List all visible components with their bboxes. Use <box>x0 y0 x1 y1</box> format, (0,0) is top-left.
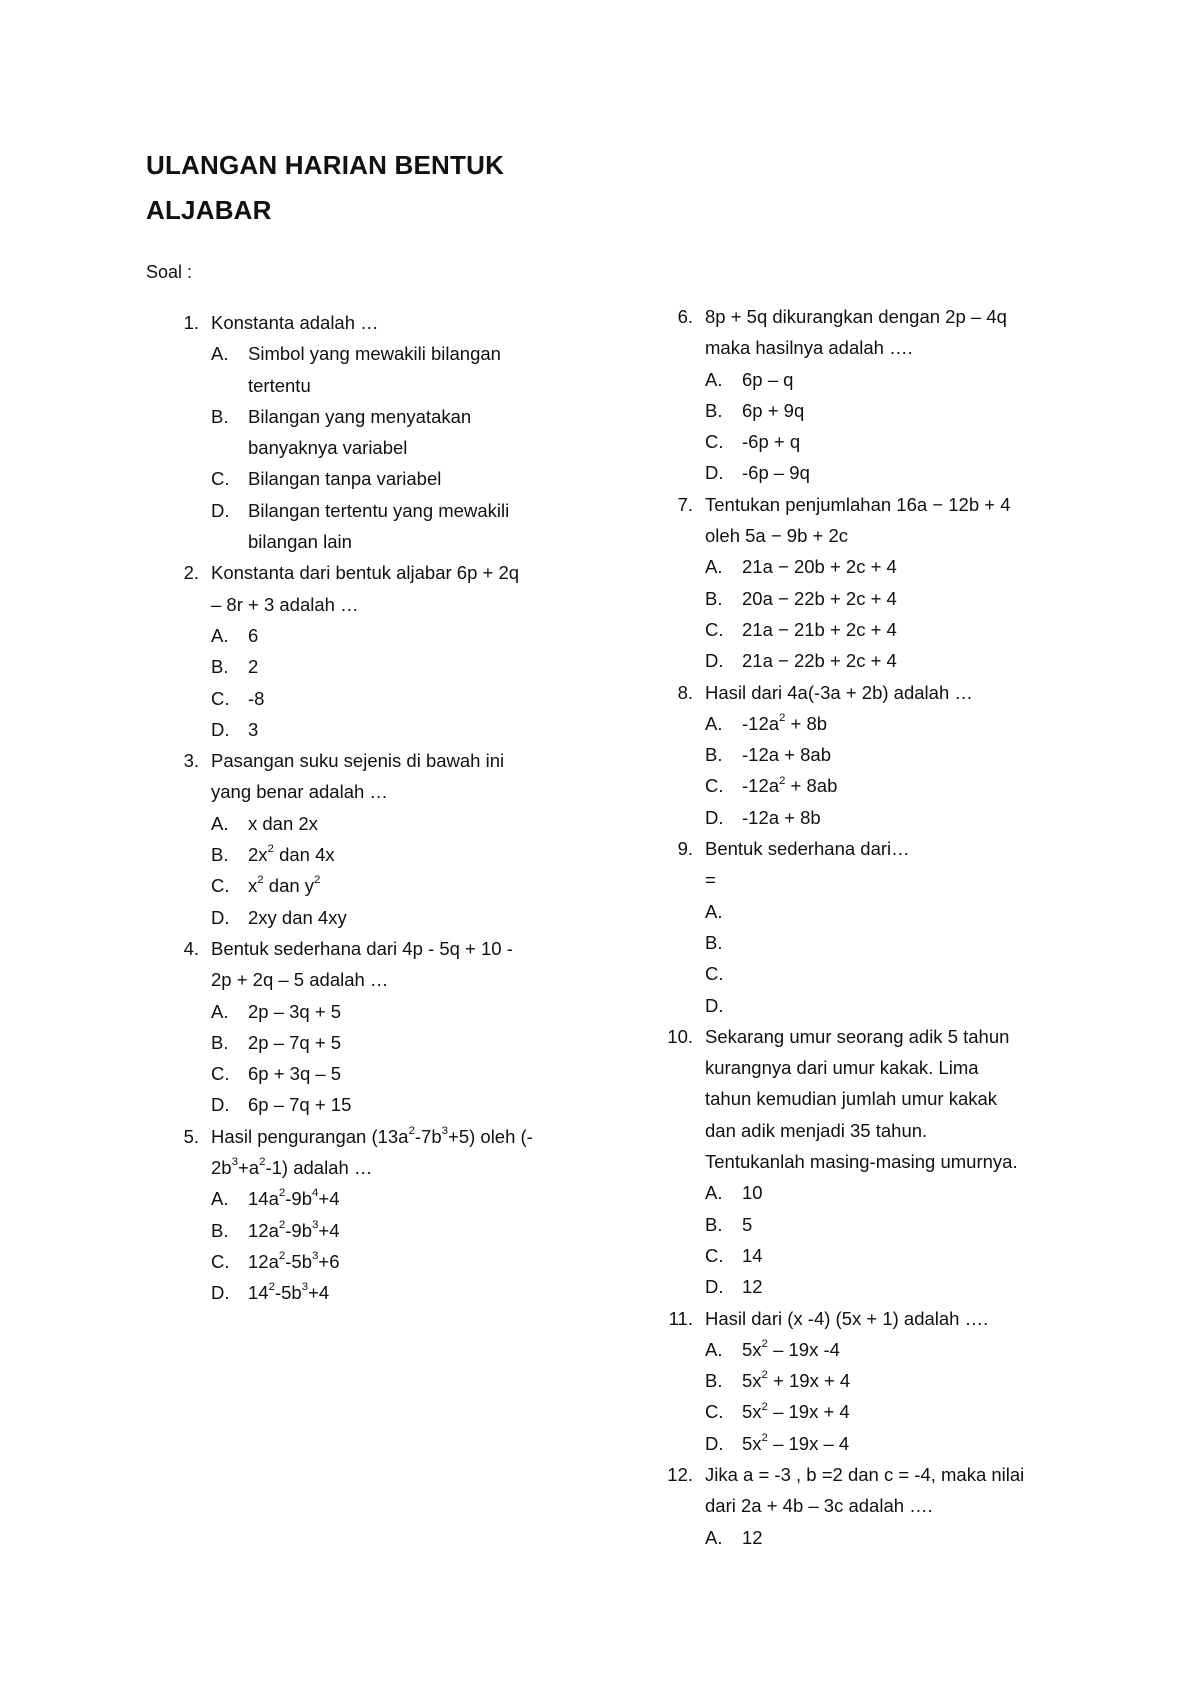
answer-option <box>705 614 1080 645</box>
option-letter: A. <box>705 1338 723 1360</box>
option-text: $12a^2-9b^3+4$ <box>248 1218 340 1241</box>
question-item <box>640 1459 1080 1553</box>
answer-options <box>705 1334 1080 1459</box>
option-letter: D. <box>211 1282 230 1304</box>
question-text: Hasil pengurangan $(13a^2-7b^3+5)$ oleh (- $2b^3+a^2-1$) adalah … <box>211 1124 533 1179</box>
answer-option <box>211 839 586 870</box>
option-text: 12 <box>742 1526 763 1548</box>
answer-option <box>705 426 1080 457</box>
question-item <box>640 1021 1080 1303</box>
answer-option <box>211 1089 586 1120</box>
answer-option <box>705 739 1080 770</box>
option-text: 2p – 3q + 5 <box>248 1000 342 1022</box>
option-text: Bilangan tanpa variabel <box>248 468 442 490</box>
answer-option <box>705 457 1080 488</box>
question-text: Pasangan suku sejenis di bawah ini yang benar adalah … <box>211 750 505 803</box>
answer-options <box>211 996 586 1121</box>
answer-option <box>705 1428 1080 1459</box>
answer-option <box>705 958 1080 989</box>
option-letter: B. <box>211 656 229 678</box>
option-letter: C. <box>705 1401 724 1423</box>
option-letter: D. <box>211 499 230 521</box>
answer-option <box>705 927 1080 958</box>
question-item <box>146 557 586 745</box>
option-text: -6p + q <box>742 431 801 453</box>
question-item <box>640 1303 1080 1459</box>
option-text <box>742 927 1080 958</box>
answer-option <box>211 495 586 558</box>
question-number: 12. <box>667 1463 693 1485</box>
option-text: $14^2-5b^3+4$ <box>248 1281 330 1304</box>
option-text: $12a^2-5b^3+6$ <box>248 1250 340 1272</box>
option-text: -12a + 8ab <box>742 744 831 766</box>
question-text: Konstanta dari bentuk aljabar 6p + 2q – 8r + 3 adalah … <box>211 562 520 615</box>
option-text: -8 <box>248 687 265 709</box>
question-text: Hasil dari (x -4) (5x + 1) adalah …. <box>705 1307 989 1329</box>
answer-option <box>705 364 1080 395</box>
option-letter: B. <box>705 931 723 953</box>
option-letter: A. <box>211 1000 229 1022</box>
option-text: -6p – 9q <box>742 462 810 484</box>
option-letter: A. <box>705 1526 723 1548</box>
option-letter: D. <box>705 1432 724 1454</box>
answer-option <box>211 1277 586 1308</box>
option-letter: D. <box>705 1276 724 1298</box>
answer-options <box>211 620 586 745</box>
soal-label: Soal : <box>146 262 193 282</box>
answer-option <box>705 551 1080 582</box>
option-letter: A. <box>705 712 723 734</box>
option-letter: A. <box>211 812 229 834</box>
question-item <box>146 307 586 557</box>
answer-option <box>705 1271 1080 1302</box>
option-text: 20a − 22b + 2c + 4 <box>742 587 897 609</box>
option-letter: D. <box>705 806 724 828</box>
option-letter: C. <box>211 1250 230 1272</box>
option-text: $x^2$ dan $y^2$ <box>248 874 321 897</box>
question-number: 8. <box>677 681 693 703</box>
question-number: 5. <box>183 1125 199 1147</box>
answer-option <box>211 683 586 714</box>
answer-option <box>705 1522 1080 1553</box>
question-text: Tentukan penjumlahan 16a − 12b + 4 oleh 5a − 9b + 2c <box>705 493 1011 547</box>
option-letter: A. <box>705 556 723 578</box>
question-number: 4. <box>183 937 199 959</box>
answer-options <box>705 551 1080 676</box>
option-text <box>742 990 1080 1021</box>
question-item <box>146 1121 586 1309</box>
option-letter: C. <box>705 618 724 640</box>
option-letter: A. <box>705 900 723 922</box>
option-letter: C. <box>705 775 724 797</box>
answer-option <box>211 902 586 933</box>
option-text: $5x^2 - 19x - 4$ <box>742 1431 850 1454</box>
option-letter: B. <box>211 1219 229 1241</box>
answer-option <box>211 1027 586 1058</box>
option-letter: A. <box>211 343 229 365</box>
question-text: Bentuk sederhana dari 4p - 5q + 10 - 2p + 2q – 5 adalah … <box>211 937 513 991</box>
answer-options <box>211 338 586 557</box>
answer-option <box>211 996 586 1027</box>
question-text: 8p + 5q dikurangkan dengan 2p – 4q maka hasilnya adalah …. <box>705 306 1007 359</box>
answer-option <box>705 802 1080 833</box>
title-line-2: ALJABAR <box>146 195 272 225</box>
option-letter: A. <box>705 368 723 390</box>
option-text: 3 <box>248 718 259 740</box>
option-text: 21a − 21b + 2c + 4 <box>742 618 897 640</box>
answer-options <box>211 1183 586 1308</box>
option-text: 6p + 9q <box>742 399 805 421</box>
option-letter: D. <box>211 718 230 740</box>
answer-option <box>705 395 1080 426</box>
option-text: 10 <box>742 1182 763 1204</box>
answer-option <box>211 714 586 745</box>
question-item <box>640 489 1080 677</box>
question-item <box>640 833 1080 1021</box>
option-letter: B. <box>705 399 723 421</box>
option-text: 2xy dan 4xy <box>248 906 347 928</box>
answer-option <box>705 896 1080 927</box>
answer-option <box>211 870 586 901</box>
option-letter: C. <box>211 687 230 709</box>
option-text: $5x^2 - 19x$ -4 <box>742 1337 840 1360</box>
option-text: $-12a^2 + 8b$ <box>742 711 828 734</box>
option-letter: B. <box>211 1031 229 1053</box>
option-text: $-12a^2 + 8ab$ <box>742 774 838 797</box>
option-text: 21a − 20b + 2c + 4 <box>742 556 897 578</box>
option-text: $14a^2-9b^4+4$ <box>248 1187 340 1210</box>
question-column-left <box>146 307 586 1309</box>
option-letter: C. <box>705 963 724 985</box>
option-letter: B. <box>705 587 723 609</box>
option-text: $5x^2 - 19x + 4$ <box>742 1400 850 1423</box>
question-text: Konstanta adalah … <box>211 312 379 333</box>
answer-option <box>705 708 1080 739</box>
answer-option <box>705 1209 1080 1240</box>
option-text: 5 <box>742 1213 753 1235</box>
option-letter: C. <box>211 1063 230 1085</box>
document-title <box>146 143 504 233</box>
question-item <box>146 745 586 933</box>
answer-options <box>705 708 1080 833</box>
option-text: 2 <box>248 656 259 678</box>
question-number: 11. <box>668 1307 693 1329</box>
option-letter: C. <box>211 468 230 490</box>
question-number: 9. <box>677 838 693 860</box>
option-text: -12a + 8b <box>742 806 821 828</box>
option-letter: B. <box>211 405 229 427</box>
answer-option <box>211 1183 586 1214</box>
question-number: 6. <box>677 306 693 327</box>
answer-option <box>705 1396 1080 1427</box>
question-text: Bentuk sederhana dari… = <box>705 838 910 891</box>
answer-option <box>211 620 586 651</box>
option-letter: A. <box>211 1188 229 1210</box>
option-text: Simbol yang mewakili bilangan tertentu <box>248 343 501 396</box>
option-letter: B. <box>705 1213 723 1235</box>
option-letter: D. <box>705 650 724 672</box>
option-letter: C. <box>705 431 724 453</box>
option-text <box>742 896 1080 927</box>
question-text: Hasil dari 4a(-3a + 2b) adalah … <box>705 681 973 703</box>
option-letter: D. <box>211 906 230 928</box>
answer-option <box>211 338 586 401</box>
answer-option <box>705 990 1080 1021</box>
option-text: 21a − 22b + 2c + 4 <box>742 650 897 672</box>
option-letter: D. <box>705 994 724 1016</box>
answer-option <box>705 1334 1080 1365</box>
question-item <box>640 301 1080 489</box>
question-number: 3. <box>183 750 199 772</box>
question-number: 1. <box>183 312 199 333</box>
answer-option <box>705 1365 1080 1396</box>
option-letter: C. <box>211 875 230 897</box>
answer-option <box>705 645 1080 676</box>
option-letter: B. <box>211 844 229 866</box>
option-text: 12 <box>742 1276 763 1298</box>
option-text: 6 <box>248 624 259 646</box>
answer-options <box>705 1177 1080 1302</box>
option-text: 6p + 3q – 5 <box>248 1063 342 1085</box>
option-text: 6p – 7q + 15 <box>248 1094 352 1116</box>
option-text: 14 <box>742 1244 763 1266</box>
option-letter: A. <box>211 624 229 646</box>
question-column-right <box>640 301 1080 1553</box>
answer-option <box>705 1240 1080 1271</box>
answer-option <box>211 651 586 682</box>
answer-option <box>705 1177 1080 1208</box>
option-letter: D. <box>705 462 724 484</box>
option-text: Bilangan tertentu yang mewakili bilangan lain <box>248 499 510 553</box>
option-letter: A. <box>705 1182 723 1204</box>
option-text: x dan 2x <box>248 812 318 834</box>
answer-option <box>211 1058 586 1089</box>
question-text: Jika a = -3 , b =2 dan c = -4, maka nilai dari 2a + 4b – 3c adalah …. <box>705 1463 1025 1517</box>
answer-option <box>705 770 1080 801</box>
option-text: $5x^2 + 19x + 4$ <box>742 1369 851 1392</box>
answer-options <box>705 1522 1080 1553</box>
option-text <box>742 958 1080 989</box>
question-number: 10. <box>667 1025 693 1047</box>
option-text: 6p – q <box>742 368 794 390</box>
option-letter: B. <box>705 1370 723 1392</box>
answer-option <box>211 1215 586 1246</box>
answer-options <box>705 896 1080 1021</box>
title-line-1: ULANGAN HARIAN BENTUK <box>146 150 505 180</box>
answer-option <box>211 401 586 464</box>
question-item <box>146 933 586 1121</box>
question-number: 7. <box>677 493 693 515</box>
answer-option <box>211 808 586 839</box>
option-text: $2x^2$ dan 4x <box>248 843 335 866</box>
option-text: 2p – 7q + 5 <box>248 1031 342 1053</box>
option-letter: C. <box>705 1244 724 1266</box>
option-letter: B. <box>705 744 723 766</box>
question-text: Sekarang umur seorang adik 5 tahun kurangnya dari umur kakak. Lima tahun kemudian jumlah umur kakak dan adik menjadi 35 tahun. Tentukanlah masing-masing umurnya. <box>705 1025 1018 1173</box>
question-item <box>640 677 1080 833</box>
answer-option <box>211 1246 586 1277</box>
option-text: Bilangan yang menyatakan banyaknya variabel <box>248 405 472 459</box>
answer-option <box>211 463 586 494</box>
answer-options <box>705 364 1080 489</box>
option-letter: D. <box>211 1094 230 1116</box>
answer-options <box>211 808 586 933</box>
answer-option <box>705 583 1080 614</box>
question-number: 2. <box>183 562 199 584</box>
